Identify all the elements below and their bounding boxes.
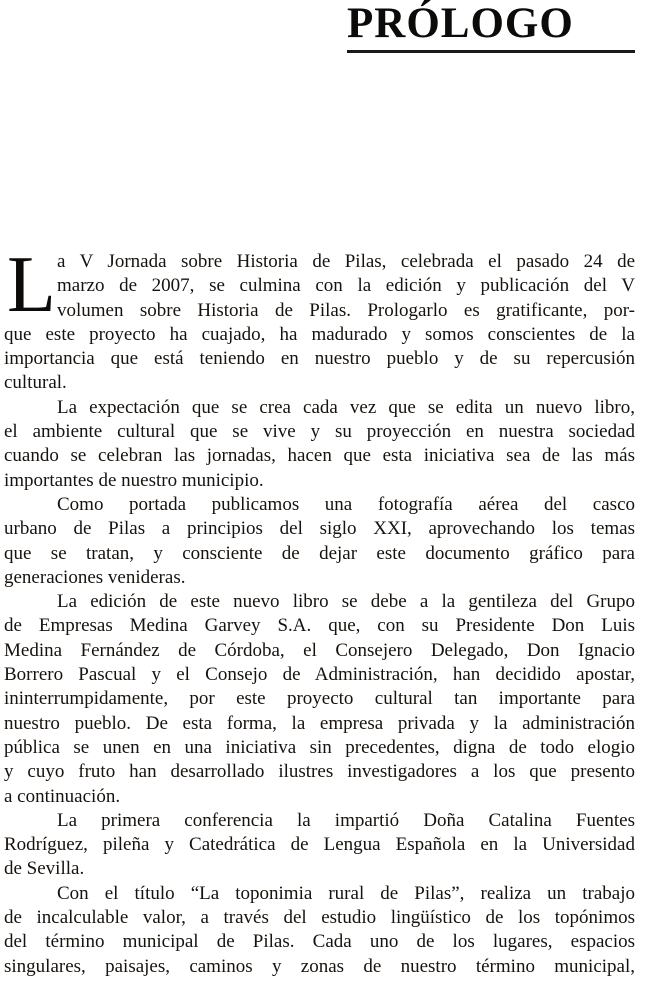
text-line: marzo de 2007, se culmina con la edición y publicación del V (57, 275, 635, 297)
text-line: ininterrumpidamente, por este proyecto cultural tan importante para (4, 688, 635, 710)
page-title: PRÓLOGO (347, 0, 574, 47)
text-line: La expectación que se crea cada vez que se edita un nuevo libro, (57, 396, 635, 418)
text-line: pública se unen en una iniciativa sin precedentes, digna de todo elogio (4, 736, 635, 758)
title-rule (347, 50, 635, 53)
text-line: urbano de Pilas a principios del siglo XXI, aprovechando los temas (4, 518, 635, 540)
text-line: importantes de nuestro municipio. (4, 469, 264, 491)
paragraph (4, 590, 635, 809)
paragraph (4, 396, 635, 493)
drop-cap: L (7, 241, 56, 329)
text-line: a continuación. (4, 785, 121, 807)
text-line: nuestro pueblo. De esta forma, la empresa privada y la administración (4, 712, 635, 734)
text-line: La edición de este nuevo libro se debe a la gentileza del Grupo (57, 591, 635, 613)
body-text (4, 241, 635, 979)
chapter-heading (347, 0, 635, 53)
text-line: cuando se celebran las jornadas, hacen que esta iniciativa sea de las más (4, 445, 635, 467)
text-line: Rodríguez, pileña y Catedrática de Lengua Española en la Universidad (4, 834, 635, 856)
text-line: cultural. (4, 372, 67, 394)
text-line: del término municipal de Pilas. Cada uno de los lugares, espacios (4, 931, 635, 953)
paragraph (4, 882, 635, 979)
text-line: de Empresas Medina Garvey S.A. que, con su Presidente Don Luis (4, 615, 635, 637)
text-line: de Sevilla. (4, 858, 85, 880)
text-line: Medina Fernández de Córdoba, el Consejero Delegado, Don Ignacio (4, 639, 635, 661)
text-line: La primera conferencia la impartió Doña Catalina Fuentes (57, 809, 635, 831)
text-line: y cuyo fruto han desarrollado ilustres investigadores a los que presento (4, 761, 635, 783)
text-line: a V Jornada sobre Historia de Pilas, celebrada el pasado 24 de (57, 251, 635, 272)
text-line: que este proyecto ha cuajado, ha madurado y somos conscientes de la (4, 323, 635, 345)
text-line: Con el título “La toponimia rural de Pilas”, realiza un trabajo (57, 882, 635, 904)
text-line: importancia que está teniendo en nuestro pueblo y de su repercusión (4, 348, 635, 370)
paragraph (4, 809, 635, 882)
text-line: de incalculable valor, a través del estudio lingüístico de los topónimos (4, 907, 635, 929)
text-line: volumen sobre Historia de Pilas. Prologarlo es gratificante, por- (57, 299, 635, 321)
text-line: Borrero Pascual y el Consejo de Administración, han decidido apostar, (4, 664, 635, 686)
text-line: generaciones venideras. (4, 566, 186, 588)
text-line: singulares, paisajes, caminos y zonas de nuestro término municipal, (4, 955, 635, 977)
text-line: el ambiente cultural que se vive y su proyección en nuestra sociedad (4, 421, 635, 443)
text-line: que se tratan, y consciente de dejar este documento gráfico para (4, 542, 635, 564)
text-line: Como portada publicamos una fotografía aérea del casco (57, 493, 635, 515)
paragraph (4, 493, 635, 590)
paragraph (4, 241, 635, 396)
